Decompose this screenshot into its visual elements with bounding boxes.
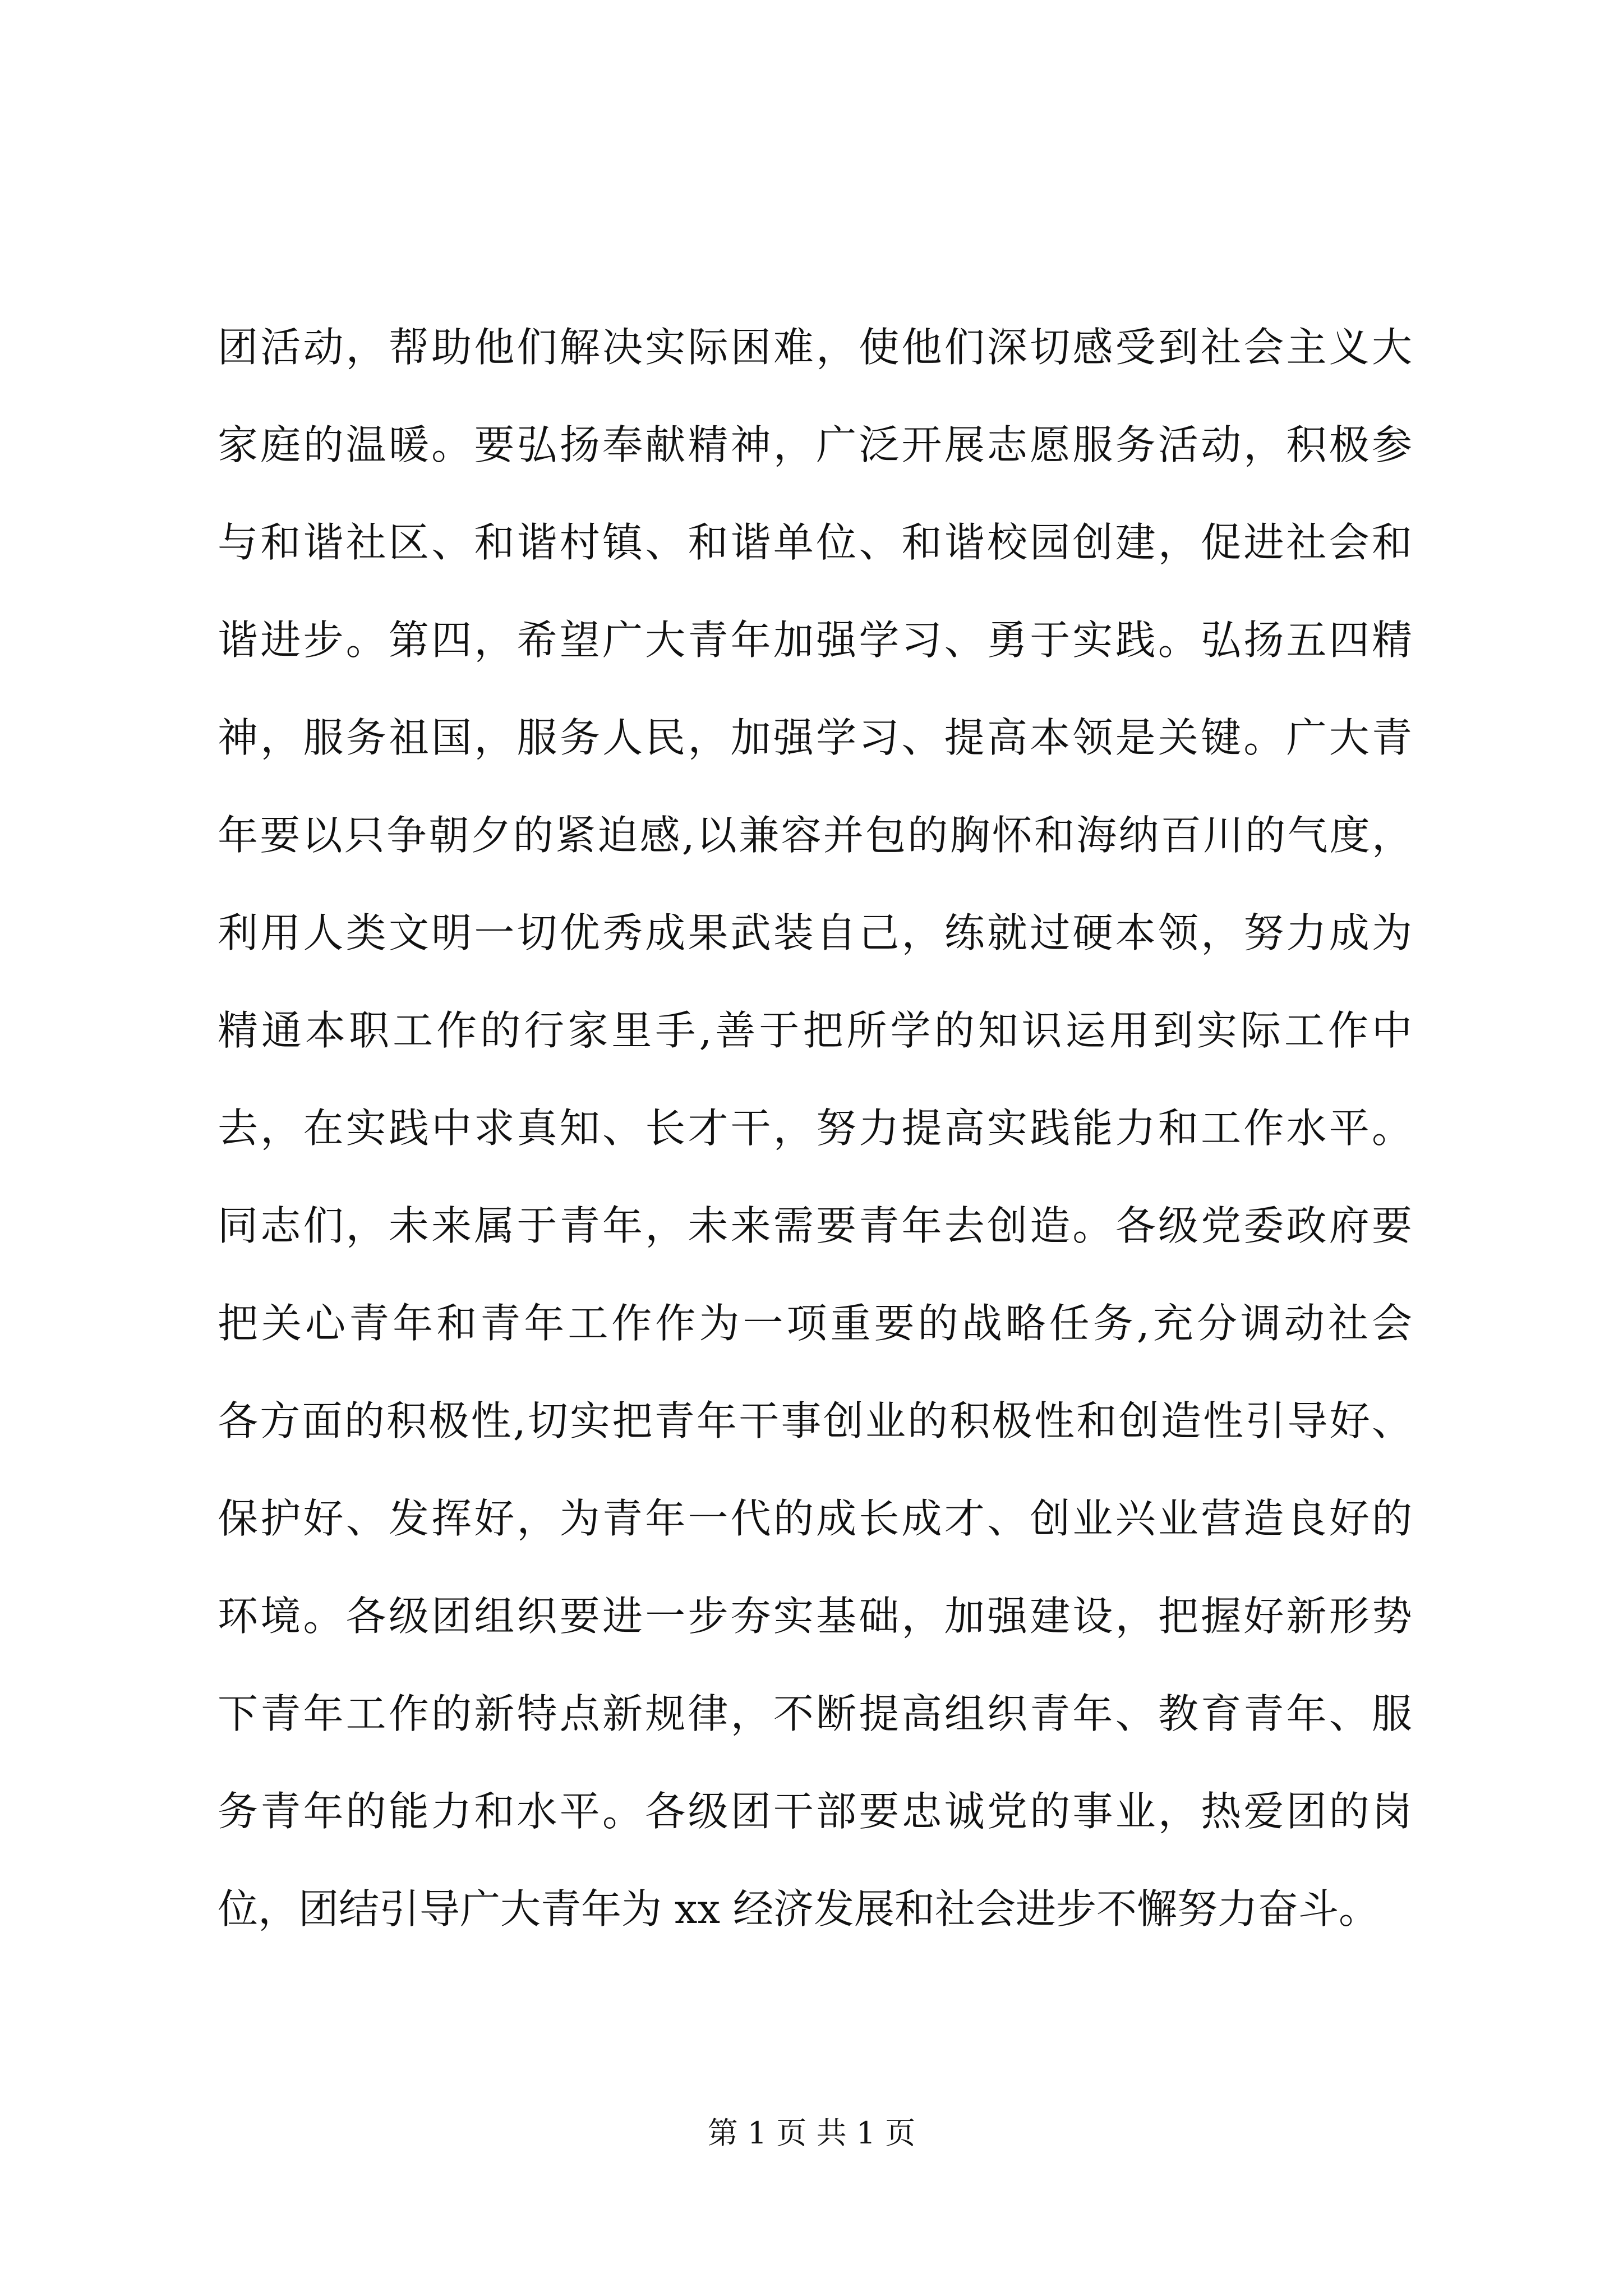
text-line: 年要以只争朝夕的紧迫感,以兼容并包的胸怀和海纳百川的气度， (218, 812, 1412, 859)
text-line: 把关心青年和青年工作作为一项重要的战略任务,充分调动社会 (218, 1300, 1412, 1347)
text-line: 家庭的温暖。要弘扬奉献精神，广泛开展志愿服务活动，积极参 (218, 421, 1412, 468)
text-line: 团活动，帮助他们解决实际困难，使他们深切感受到社会主义大 (218, 324, 1412, 371)
text-line: 与和谐社区、和谐村镇、和谐单位、和谐校园创建，促进社会和 (218, 519, 1412, 566)
text-line: 谐进步。第四，希望广大青年加强学习、勇于实践。弘扬五四精 (218, 616, 1412, 664)
text-line: 利用人类文明一切优秀成果武装自己，练就过硬本领，努力成为 (218, 909, 1412, 956)
text-line: 去，在实践中求真知、长才干，努力提高实践能力和工作水平。 (218, 1105, 1412, 1152)
text-line: 下青年工作的新特点新规律，不断提高组织青年、教育青年、服 (218, 1690, 1412, 1737)
body-paragraph (218, 298, 1412, 1958)
page-number-footer: 第 1 页 共 1 页 (707, 2115, 916, 2151)
text-line: 务青年的能力和水平。各级团干部要忠诚党的事业，热爱团的岗 (218, 1788, 1412, 1835)
text-line: 精通本职工作的行家里手,善于把所学的知识运用到实际工作中 (218, 1007, 1412, 1054)
text-line: 同志们，未来属于青年，未来需要青年去创造。各级党委政府要 (218, 1202, 1412, 1249)
text-line: 各方面的积极性,切实把青年干事创业的积极性和创造性引导好、 (218, 1397, 1412, 1444)
text-line: 神，服务祖国，服务人民，加强学习、提高本领是关键。广大青 (218, 714, 1412, 761)
text-line: 位，团结引导广大青年为 xx 经济发展和社会进步不懈努力奋斗。 (218, 1885, 1379, 1932)
text-line: 环境。各级团组织要进一步夯实基础，加强建设，把握好新形势 (218, 1593, 1412, 1640)
text-line: 保护好、发挥好，为青年一代的成长成才、创业兴业营造良好的 (218, 1495, 1412, 1542)
